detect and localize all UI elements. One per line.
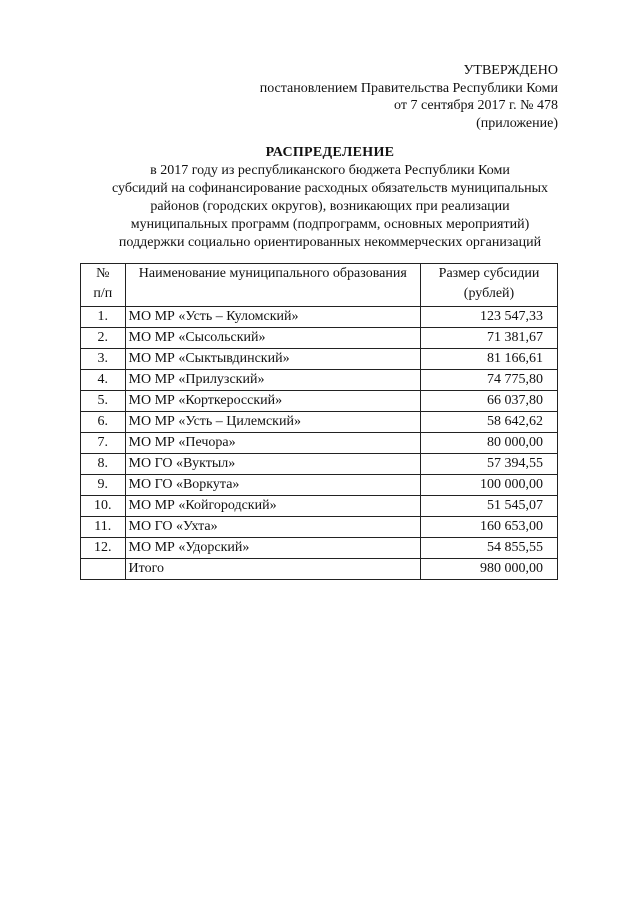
row-number: 11.	[81, 517, 126, 538]
row-number: 9.	[81, 475, 126, 496]
heading-line-5: поддержки социально ориентированных некоммерческих организаций	[118, 235, 542, 250]
table-row	[81, 307, 558, 328]
header-number-line-2: п/п	[93, 286, 113, 301]
row-number: 10.	[81, 496, 126, 517]
row-number: 8.	[81, 454, 126, 475]
row-sum: 57 394,55	[421, 454, 558, 475]
approval-appendix: (приложение)	[476, 115, 558, 131]
heading-line-2: субсидий на софинансирование расходных обязательств муниципальных	[111, 181, 548, 196]
row-name: МО ГО «Ухта»	[125, 517, 420, 538]
row-number: 2.	[81, 328, 126, 349]
total-sum: 980 000,00	[421, 559, 558, 580]
header-number	[81, 264, 126, 307]
table-row	[81, 328, 558, 349]
subsidy-distribution-table	[80, 263, 558, 580]
table-row	[81, 412, 558, 433]
row-name: МО ГО «Воркута»	[125, 475, 420, 496]
table-header-row	[81, 264, 558, 307]
row-number: 12.	[81, 538, 126, 559]
table-row	[81, 391, 558, 412]
row-name: МО МР «Корткеросский»	[125, 391, 420, 412]
row-number: 1.	[81, 307, 126, 328]
row-sum: 80 000,00	[421, 433, 558, 454]
table-row	[81, 517, 558, 538]
row-sum: 51 545,07	[421, 496, 558, 517]
total-number	[81, 559, 126, 580]
row-number: 7.	[81, 433, 126, 454]
row-sum: 123 547,33	[421, 307, 558, 328]
row-name: МО МР «Печора»	[125, 433, 420, 454]
row-name: МО МР «Удорский»	[125, 538, 420, 559]
row-number: 6.	[81, 412, 126, 433]
table-total-row	[81, 559, 558, 580]
row-name: МО ГО «Вуктыл»	[125, 454, 420, 475]
header-name: Наименование муниципального образования	[125, 264, 420, 307]
approval-stamp	[260, 62, 558, 132]
document-title: РАСПРЕДЕЛЕНИЕ	[265, 145, 395, 160]
row-name: МО МР «Сысольский»	[125, 328, 420, 349]
header-sum-line-1: Размер субсидии	[438, 266, 540, 281]
row-number: 4.	[81, 370, 126, 391]
row-sum: 81 166,61	[421, 349, 558, 370]
table-row	[81, 433, 558, 454]
heading-line-1: в 2017 году из республиканского бюджета Республики Коми	[150, 163, 510, 178]
row-sum: 66 037,80	[421, 391, 558, 412]
table-row	[81, 349, 558, 370]
header-sum-line-2: (рублей)	[463, 286, 515, 301]
header-number-line-1: №	[96, 266, 110, 281]
header-sum	[421, 264, 558, 307]
table-row	[81, 475, 558, 496]
approval-label: УТВЕРЖДЕНО	[463, 63, 558, 78]
table-row	[81, 454, 558, 475]
document-heading	[60, 144, 600, 252]
row-name: МО МР «Сыктывдинский»	[125, 349, 420, 370]
row-number: 3.	[81, 349, 126, 370]
row-number: 5.	[81, 391, 126, 412]
approval-date: от 7 сентября 2017 г. № 478	[394, 98, 558, 113]
table-row	[81, 538, 558, 559]
table-row	[81, 370, 558, 391]
table-row	[81, 496, 558, 517]
row-sum: 54 855,55	[421, 538, 558, 559]
row-sum: 71 381,67	[421, 328, 558, 349]
heading-line-4: муниципальных программ (подпрограмм, основных мероприятий)	[130, 217, 530, 232]
row-name: МО МР «Койгородский»	[125, 496, 420, 517]
approval-decree: постановлением Правительства Республики Коми	[259, 80, 558, 96]
row-sum: 160 653,00	[421, 517, 558, 538]
heading-line-3: районов (городских округов), возникающих при реализации	[150, 199, 510, 214]
row-name: МО МР «Прилузский»	[125, 370, 420, 391]
row-sum: 58 642,62	[421, 412, 558, 433]
total-label: Итого	[125, 559, 420, 580]
row-name: МО МР «Усть – Куломский»	[125, 307, 420, 328]
row-name: МО МР «Усть – Цилемский»	[125, 412, 420, 433]
row-sum: 74 775,80	[421, 370, 558, 391]
row-sum: 100 000,00	[421, 475, 558, 496]
